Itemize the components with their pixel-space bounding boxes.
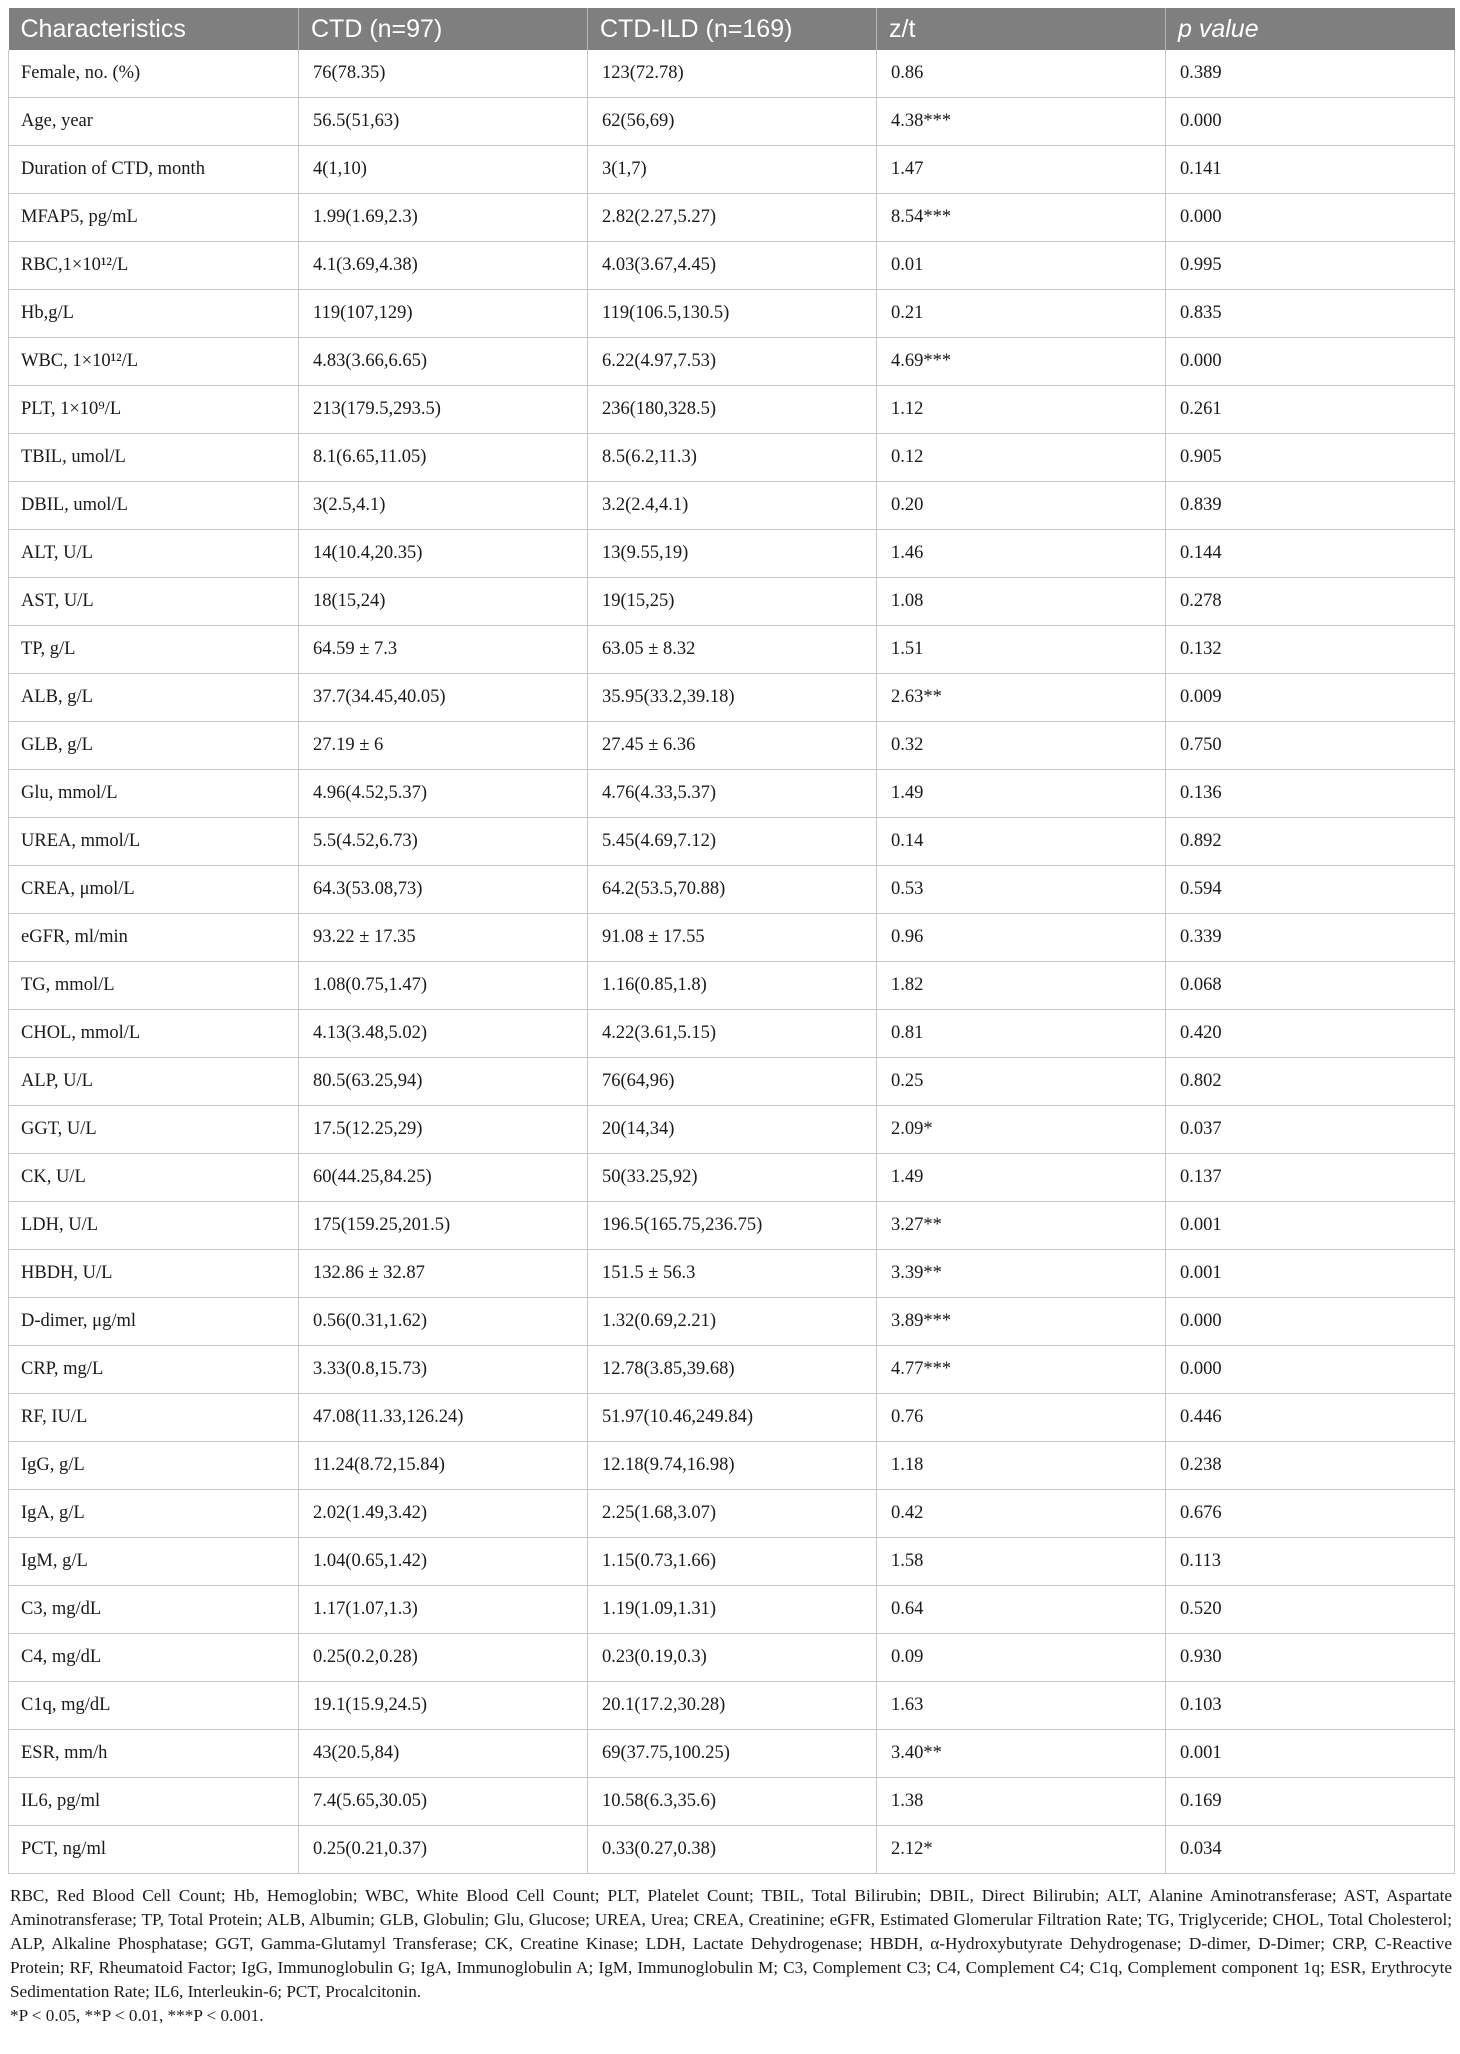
cell-p-value: 0.278 (1166, 578, 1455, 626)
cell-characteristic: ALP, U/L (9, 1058, 299, 1106)
cell-ctd-ild: 63.05 ± 8.32 (588, 626, 877, 674)
cell-ctd-ild: 196.5(165.75,236.75) (588, 1202, 877, 1250)
cell-z-t: 0.64 (877, 1586, 1166, 1634)
cell-z-t: 0.53 (877, 866, 1166, 914)
cell-ctd: 0.25(0.2,0.28) (299, 1634, 588, 1682)
cell-z-t: 1.49 (877, 1154, 1166, 1202)
cell-z-t: 2.12* (877, 1826, 1166, 1874)
table-footnote (8, 1884, 1454, 2028)
table-row (9, 1058, 1455, 1106)
cell-ctd: 93.22 ± 17.35 (299, 914, 588, 962)
cell-characteristic: GLB, g/L (9, 722, 299, 770)
cell-characteristic: eGFR, ml/min (9, 914, 299, 962)
cell-ctd-ild: 1.32(0.69,2.21) (588, 1298, 877, 1346)
cell-p-value: 0.750 (1166, 722, 1455, 770)
cell-characteristic: GGT, U/L (9, 1106, 299, 1154)
table-row (9, 914, 1455, 962)
header-p-value: p value (1166, 8, 1455, 50)
table-row (9, 434, 1455, 482)
cell-characteristic: ALB, g/L (9, 674, 299, 722)
cell-characteristic: IgM, g/L (9, 1538, 299, 1586)
table-row (9, 1154, 1455, 1202)
table-row (9, 722, 1455, 770)
cell-p-value: 0.000 (1166, 194, 1455, 242)
table-row (9, 626, 1455, 674)
cell-characteristic: PLT, 1×10⁹/L (9, 386, 299, 434)
cell-ctd-ild: 50(33.25,92) (588, 1154, 877, 1202)
cell-z-t: 1.12 (877, 386, 1166, 434)
cell-ctd: 17.5(12.25,29) (299, 1106, 588, 1154)
cell-p-value: 0.001 (1166, 1250, 1455, 1298)
cell-p-value: 0.068 (1166, 962, 1455, 1010)
cell-p-value: 0.930 (1166, 1634, 1455, 1682)
cell-p-value: 0.000 (1166, 1346, 1455, 1394)
significance-note: *P < 0.05, **P < 0.01, ***P < 0.001. (10, 2006, 264, 2025)
cell-z-t: 1.51 (877, 626, 1166, 674)
cell-ctd: 64.3(53.08,73) (299, 866, 588, 914)
cell-ctd: 19.1(15.9,24.5) (299, 1682, 588, 1730)
table-row (9, 1346, 1455, 1394)
cell-p-value: 0.389 (1166, 50, 1455, 98)
cell-ctd-ild: 10.58(6.3,35.6) (588, 1778, 877, 1826)
cell-characteristic: TG, mmol/L (9, 962, 299, 1010)
cell-characteristic: C1q, mg/dL (9, 1682, 299, 1730)
cell-ctd-ild: 1.19(1.09,1.31) (588, 1586, 877, 1634)
cell-ctd-ild: 69(37.75,100.25) (588, 1730, 877, 1778)
cell-characteristic: Age, year (9, 98, 299, 146)
cell-ctd: 7.4(5.65,30.05) (299, 1778, 588, 1826)
cell-ctd-ild: 4.03(3.67,4.45) (588, 242, 877, 290)
table-row (9, 1202, 1455, 1250)
cell-ctd: 64.59 ± 7.3 (299, 626, 588, 674)
cell-p-value: 0.001 (1166, 1730, 1455, 1778)
cell-p-value: 0.802 (1166, 1058, 1455, 1106)
cell-ctd-ild: 4.22(3.61,5.15) (588, 1010, 877, 1058)
cell-ctd-ild: 4.76(4.33,5.37) (588, 770, 877, 818)
cell-p-value: 0.113 (1166, 1538, 1455, 1586)
cell-ctd-ild: 0.33(0.27,0.38) (588, 1826, 877, 1874)
table-row (9, 1298, 1455, 1346)
cell-characteristic: LDH, U/L (9, 1202, 299, 1250)
cell-z-t: 1.18 (877, 1442, 1166, 1490)
cell-ctd: 4(1,10) (299, 146, 588, 194)
cell-p-value: 0.132 (1166, 626, 1455, 674)
cell-ctd-ild: 123(72.78) (588, 50, 877, 98)
cell-z-t: 4.38*** (877, 98, 1166, 146)
cell-ctd-ild: 35.95(33.2,39.18) (588, 674, 877, 722)
cell-z-t: 1.82 (877, 962, 1166, 1010)
cell-ctd: 4.96(4.52,5.37) (299, 770, 588, 818)
cell-characteristic: IgG, g/L (9, 1442, 299, 1490)
table-row (9, 146, 1455, 194)
cell-p-value: 0.839 (1166, 482, 1455, 530)
cell-ctd-ild: 8.5(6.2,11.3) (588, 434, 877, 482)
cell-characteristic: D-dimer, μg/ml (9, 1298, 299, 1346)
cell-z-t: 0.32 (877, 722, 1166, 770)
table-row (9, 290, 1455, 338)
cell-characteristic: TBIL, umol/L (9, 434, 299, 482)
cell-p-value: 0.000 (1166, 1298, 1455, 1346)
cell-ctd: 43(20.5,84) (299, 1730, 588, 1778)
cell-z-t: 3.40** (877, 1730, 1166, 1778)
cell-ctd-ild: 91.08 ± 17.55 (588, 914, 877, 962)
cell-z-t: 0.20 (877, 482, 1166, 530)
cell-p-value: 0.594 (1166, 866, 1455, 914)
cell-p-value: 0.000 (1166, 338, 1455, 386)
cell-ctd-ild: 13(9.55,19) (588, 530, 877, 578)
cell-characteristic: CHOL, mmol/L (9, 1010, 299, 1058)
cell-p-value: 0.141 (1166, 146, 1455, 194)
cell-ctd: 4.83(3.66,6.65) (299, 338, 588, 386)
cell-characteristic: C3, mg/dL (9, 1586, 299, 1634)
cell-ctd-ild: 6.22(4.97,7.53) (588, 338, 877, 386)
table-row (9, 1106, 1455, 1154)
cell-p-value: 0.905 (1166, 434, 1455, 482)
cell-z-t: 4.69*** (877, 338, 1166, 386)
cell-p-value: 0.339 (1166, 914, 1455, 962)
cell-ctd-ild: 0.23(0.19,0.3) (588, 1634, 877, 1682)
cell-ctd: 27.19 ± 6 (299, 722, 588, 770)
cell-characteristic: Duration of CTD, month (9, 146, 299, 194)
cell-z-t: 1.47 (877, 146, 1166, 194)
cell-ctd: 5.5(4.52,6.73) (299, 818, 588, 866)
cell-characteristic: Glu, mmol/L (9, 770, 299, 818)
cell-z-t: 3.39** (877, 1250, 1166, 1298)
header-ctd: CTD (n=97) (299, 8, 588, 50)
cell-p-value: 0.520 (1166, 1586, 1455, 1634)
cell-p-value: 0.835 (1166, 290, 1455, 338)
cell-ctd-ild: 76(64,96) (588, 1058, 877, 1106)
cell-ctd: 80.5(63.25,94) (299, 1058, 588, 1106)
cell-z-t: 3.27** (877, 1202, 1166, 1250)
table-row (9, 1490, 1455, 1538)
cell-ctd: 0.56(0.31,1.62) (299, 1298, 588, 1346)
table-row (9, 482, 1455, 530)
cell-p-value: 0.238 (1166, 1442, 1455, 1490)
table-row (9, 98, 1455, 146)
table-row (9, 962, 1455, 1010)
cell-ctd-ild: 19(15,25) (588, 578, 877, 626)
cell-ctd: 0.25(0.21,0.37) (299, 1826, 588, 1874)
cell-z-t: 0.42 (877, 1490, 1166, 1538)
table-row (9, 1586, 1455, 1634)
table-row (9, 1250, 1455, 1298)
cell-p-value: 0.009 (1166, 674, 1455, 722)
cell-ctd-ild: 2.25(1.68,3.07) (588, 1490, 877, 1538)
cell-ctd: 37.7(34.45,40.05) (299, 674, 588, 722)
cell-characteristic: RF, IU/L (9, 1394, 299, 1442)
cell-ctd: 3.33(0.8,15.73) (299, 1346, 588, 1394)
cell-z-t: 3.89*** (877, 1298, 1166, 1346)
cell-z-t: 0.21 (877, 290, 1166, 338)
table-row (9, 1730, 1455, 1778)
cell-ctd-ild: 20.1(17.2,30.28) (588, 1682, 877, 1730)
cell-ctd: 4.1(3.69,4.38) (299, 242, 588, 290)
table-row (9, 338, 1455, 386)
cell-p-value: 0.261 (1166, 386, 1455, 434)
cell-p-value: 0.169 (1166, 1778, 1455, 1826)
cell-p-value: 0.420 (1166, 1010, 1455, 1058)
cell-ctd-ild: 64.2(53.5,70.88) (588, 866, 877, 914)
header-z-t: z/t (877, 8, 1166, 50)
cell-p-value: 0.892 (1166, 818, 1455, 866)
cell-characteristic: MFAP5, pg/mL (9, 194, 299, 242)
cell-ctd: 119(107,129) (299, 290, 588, 338)
cell-ctd: 2.02(1.49,3.42) (299, 1490, 588, 1538)
table-row (9, 1778, 1455, 1826)
table-body (9, 50, 1455, 1874)
cell-ctd-ild: 2.82(2.27,5.27) (588, 194, 877, 242)
cell-z-t: 0.81 (877, 1010, 1166, 1058)
cell-ctd-ild: 1.15(0.73,1.66) (588, 1538, 877, 1586)
cell-p-value: 0.103 (1166, 1682, 1455, 1730)
cell-characteristic: UREA, mmol/L (9, 818, 299, 866)
cell-characteristic: CK, U/L (9, 1154, 299, 1202)
cell-p-value: 0.000 (1166, 98, 1455, 146)
cell-z-t: 0.14 (877, 818, 1166, 866)
cell-ctd: 4.13(3.48,5.02) (299, 1010, 588, 1058)
cell-p-value: 0.001 (1166, 1202, 1455, 1250)
cell-z-t: 1.58 (877, 1538, 1166, 1586)
table-row (9, 770, 1455, 818)
cell-ctd: 1.08(0.75,1.47) (299, 962, 588, 1010)
cell-z-t: 0.86 (877, 50, 1166, 98)
abbreviations-note: RBC, Red Blood Cell Count; Hb, Hemoglobin; WBC, White Blood Cell Count; PLT, Platelet Count; TBIL, Total Bilirubin; DBIL, Direct Bilirubin; ALT, Alanine Aminotransferase; AST, Aspartate Aminotransferase; TP, Total Protein; ALB, Albumin; GLB, Globulin; Glu, Glucose; UREA, Urea; CREA, Creatinine; eGFR, Estimated Glomerular Filtration Rate; TG, Triglyceride; CHOL, Total Cholesterol; ALP, Alkaline Phosphatase; GGT, Gamma-Glutamyl Transferase; CK, Creatine Kinase; LDH, Lactate Dehydrogenase; HBDH, α-Hydroxybutyrate Dehydrogenase; D-dimer, D-Dimer; CRP, C-Reactive Protein; RF, Rheumatoid Factor; IgG, Immunoglobulin G; IgA, Immunoglobulin A; IgM, Immunoglobulin M; C3, Complement C3; C4, Complement C4; C1q, Complement component 1q; ESR, Erythrocyte Sedimentation Rate; IL6, Interleukin-6; PCT, Procalcitonin. (10, 1886, 1452, 2001)
cell-p-value: 0.446 (1166, 1394, 1455, 1442)
cell-ctd-ild: 1.16(0.85,1.8) (588, 962, 877, 1010)
cell-characteristic: CREA, μmol/L (9, 866, 299, 914)
cell-characteristic: RBC,1×10¹²/L (9, 242, 299, 290)
cell-z-t: 0.12 (877, 434, 1166, 482)
cell-characteristic: ESR, mm/h (9, 1730, 299, 1778)
cell-ctd: 8.1(6.65,11.05) (299, 434, 588, 482)
cell-ctd: 18(15,24) (299, 578, 588, 626)
cell-ctd: 213(179.5,293.5) (299, 386, 588, 434)
cell-p-value: 0.037 (1166, 1106, 1455, 1154)
cell-ctd-ild: 151.5 ± 56.3 (588, 1250, 877, 1298)
cell-characteristic: WBC, 1×10¹²/L (9, 338, 299, 386)
cell-ctd-ild: 12.18(9.74,16.98) (588, 1442, 877, 1490)
cell-ctd-ild: 236(180,328.5) (588, 386, 877, 434)
table-row (9, 1634, 1455, 1682)
cell-ctd-ild: 62(56,69) (588, 98, 877, 146)
cell-ctd-ild: 3.2(2.4,4.1) (588, 482, 877, 530)
header-row (9, 8, 1455, 50)
cell-ctd: 175(159.25,201.5) (299, 1202, 588, 1250)
cell-characteristic: IL6, pg/ml (9, 1778, 299, 1826)
table-row (9, 194, 1455, 242)
cell-p-value: 0.676 (1166, 1490, 1455, 1538)
cell-ctd-ild: 27.45 ± 6.36 (588, 722, 877, 770)
table-row (9, 1538, 1455, 1586)
cell-p-value: 0.137 (1166, 1154, 1455, 1202)
cell-characteristic: HBDH, U/L (9, 1250, 299, 1298)
characteristics-table (8, 8, 1455, 1874)
cell-z-t: 1.08 (877, 578, 1166, 626)
cell-ctd: 56.5(51,63) (299, 98, 588, 146)
cell-ctd-ild: 3(1,7) (588, 146, 877, 194)
table-row (9, 1442, 1455, 1490)
cell-ctd: 1.04(0.65,1.42) (299, 1538, 588, 1586)
table-row (9, 1010, 1455, 1058)
cell-ctd: 11.24(8.72,15.84) (299, 1442, 588, 1490)
cell-z-t: 0.76 (877, 1394, 1166, 1442)
cell-p-value: 0.034 (1166, 1826, 1455, 1874)
table-row (9, 866, 1455, 914)
cell-ctd: 60(44.25,84.25) (299, 1154, 588, 1202)
table-row (9, 578, 1455, 626)
table-row (9, 530, 1455, 578)
cell-ctd-ild: 51.97(10.46,249.84) (588, 1394, 877, 1442)
table-container (8, 8, 1454, 2028)
cell-z-t: 1.46 (877, 530, 1166, 578)
cell-characteristic: ALT, U/L (9, 530, 299, 578)
cell-ctd: 76(78.35) (299, 50, 588, 98)
table-row (9, 242, 1455, 290)
table-row (9, 1826, 1455, 1874)
cell-ctd: 132.86 ± 32.87 (299, 1250, 588, 1298)
table-row (9, 818, 1455, 866)
cell-z-t: 4.77*** (877, 1346, 1166, 1394)
table-row (9, 386, 1455, 434)
cell-z-t: 2.09* (877, 1106, 1166, 1154)
table-row (9, 674, 1455, 722)
cell-ctd-ild: 12.78(3.85,39.68) (588, 1346, 877, 1394)
cell-characteristic: TP, g/L (9, 626, 299, 674)
cell-characteristic: AST, U/L (9, 578, 299, 626)
table-row (9, 1394, 1455, 1442)
cell-p-value: 0.144 (1166, 530, 1455, 578)
cell-z-t: 2.63** (877, 674, 1166, 722)
cell-ctd: 1.99(1.69,2.3) (299, 194, 588, 242)
cell-characteristic: Hb,g/L (9, 290, 299, 338)
cell-ctd: 14(10.4,20.35) (299, 530, 588, 578)
cell-z-t: 0.01 (877, 242, 1166, 290)
table-row (9, 1682, 1455, 1730)
cell-ctd-ild: 5.45(4.69,7.12) (588, 818, 877, 866)
cell-characteristic: Female, no. (%) (9, 50, 299, 98)
cell-characteristic: PCT, ng/ml (9, 1826, 299, 1874)
cell-characteristic: C4, mg/dL (9, 1634, 299, 1682)
cell-characteristic: DBIL, umol/L (9, 482, 299, 530)
cell-z-t: 8.54*** (877, 194, 1166, 242)
cell-ctd-ild: 119(106.5,130.5) (588, 290, 877, 338)
cell-ctd: 47.08(11.33,126.24) (299, 1394, 588, 1442)
header-ctd-ild: CTD-ILD (n=169) (588, 8, 877, 50)
cell-z-t: 0.25 (877, 1058, 1166, 1106)
cell-p-value: 0.995 (1166, 242, 1455, 290)
cell-characteristic: CRP, mg/L (9, 1346, 299, 1394)
cell-p-value: 0.136 (1166, 770, 1455, 818)
cell-z-t: 0.96 (877, 914, 1166, 962)
header-characteristics: Characteristics (9, 8, 299, 50)
cell-ctd: 3(2.5,4.1) (299, 482, 588, 530)
cell-z-t: 1.63 (877, 1682, 1166, 1730)
cell-ctd: 1.17(1.07,1.3) (299, 1586, 588, 1634)
cell-z-t: 1.49 (877, 770, 1166, 818)
cell-z-t: 0.09 (877, 1634, 1166, 1682)
cell-characteristic: IgA, g/L (9, 1490, 299, 1538)
table-row (9, 50, 1455, 98)
cell-z-t: 1.38 (877, 1778, 1166, 1826)
cell-ctd-ild: 20(14,34) (588, 1106, 877, 1154)
